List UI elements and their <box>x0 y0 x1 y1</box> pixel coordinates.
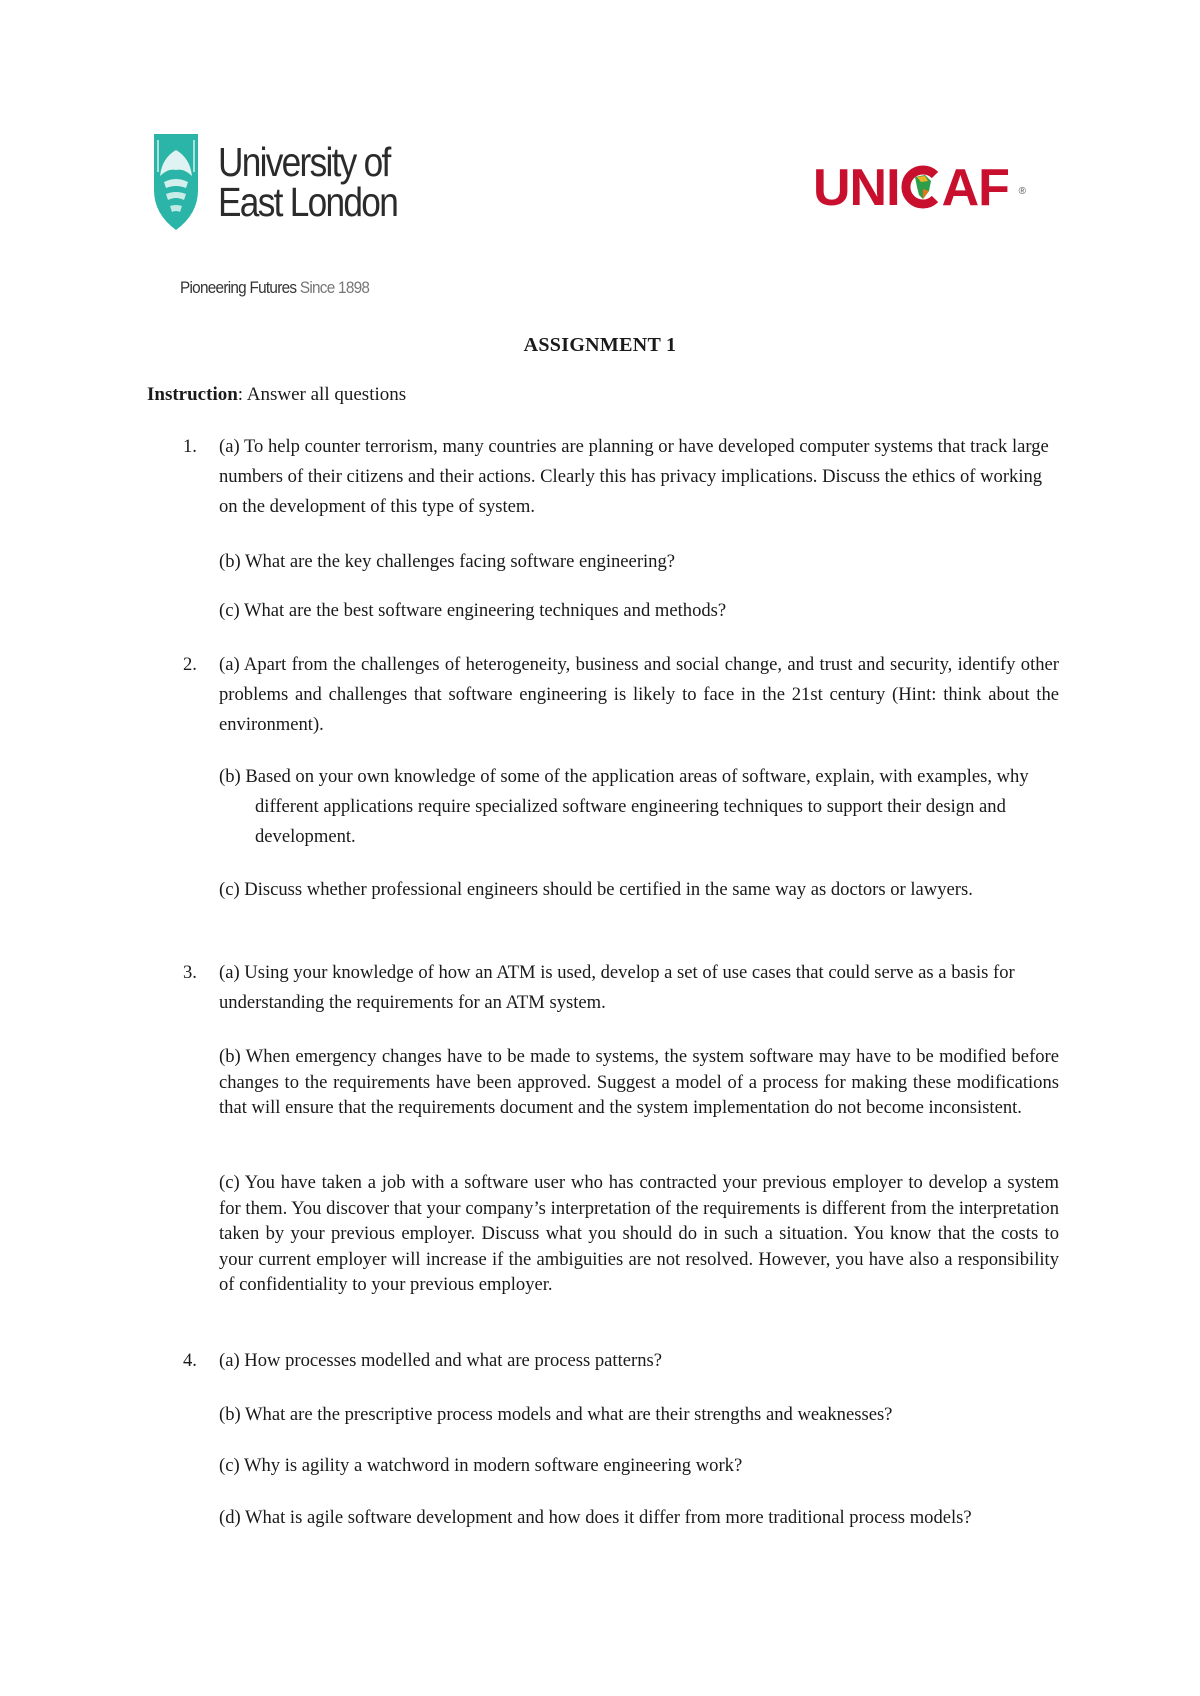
question-4d: (d) What is agile software development and how does it differ from more traditional process models? <box>219 1507 972 1528</box>
question-3c: (c) You have taken a job with a software user who has contracted your previous employer to develop a system for them. You discover that your company’s interpretation of the requirements is different from the interpretation taken by your previous employer. Discuss what you should do in such a situation. You know that the costs to your current employer will increase if the ambiguities are not resolved. However, you have also a responsibility of confidentiality to your previous employer. <box>219 1172 1059 1295</box>
question-3b: (b) When emergency changes have to be made to systems, the system software may have to be modified before changes to the requirements have been approved. Suggest a model of a process for making these modifications that will ensure that the requirements document and the system implementation do not become inconsistent. <box>219 1046 1059 1118</box>
uel-tagline: Pioneering Futures Since 1898 <box>180 278 370 297</box>
uel-crest-icon <box>148 132 204 232</box>
question-2c: (c) Discuss whether professional engineers should be certified in the same way as doctors or lawyers. <box>219 879 973 900</box>
question-4c: (c) Why is agility a watchword in modern software engineering work? <box>219 1455 743 1476</box>
assignment-title: ASSIGNMENT 1 <box>523 334 677 356</box>
uel-name: University of East London <box>218 139 398 225</box>
question-1c: (c) What are the best software engineering techniques and methods? <box>219 600 727 621</box>
question-1a: (a) To help counter terrorism, many countries are planning or have developed computer systems that track large numbers of their citizens and their actions. Clearly this has privacy implications. Discuss the ethics of working on the development of this type of system. <box>219 436 1049 517</box>
question-2a: (a) Apart from the challenges of heterogeneity, business and social change, and trust and security, identify other problems and challenges that software engineering is likely to face in the 21st century (Hint: think about the environment). <box>219 654 1059 735</box>
question-3a: (a) Using your knowledge of how an ATM is used, develop a set of use cases that could serve as a basis for understanding the requirements for an ATM system. <box>219 962 1015 1013</box>
instruction-line: Instruction: Answer all questions <box>147 384 407 405</box>
unicaf-logo: UNI AF ® <box>813 159 1025 217</box>
question-2b: (b) Based on your own knowledge of some of the application areas of software, explain, with examples, why different applications require specialized software engineering techniques to support their design and development. <box>219 766 1029 847</box>
question-4b: (b) What are the prescriptive process models and what are their strengths and weaknesses? <box>219 1404 893 1425</box>
question-1b: (b) What are the key challenges facing software engineering? <box>219 551 676 572</box>
question-4a: (a) How processes modelled and what are process patterns? <box>219 1350 662 1371</box>
uel-logo <box>148 132 398 232</box>
unicaf-africa-ring-icon <box>901 162 941 206</box>
